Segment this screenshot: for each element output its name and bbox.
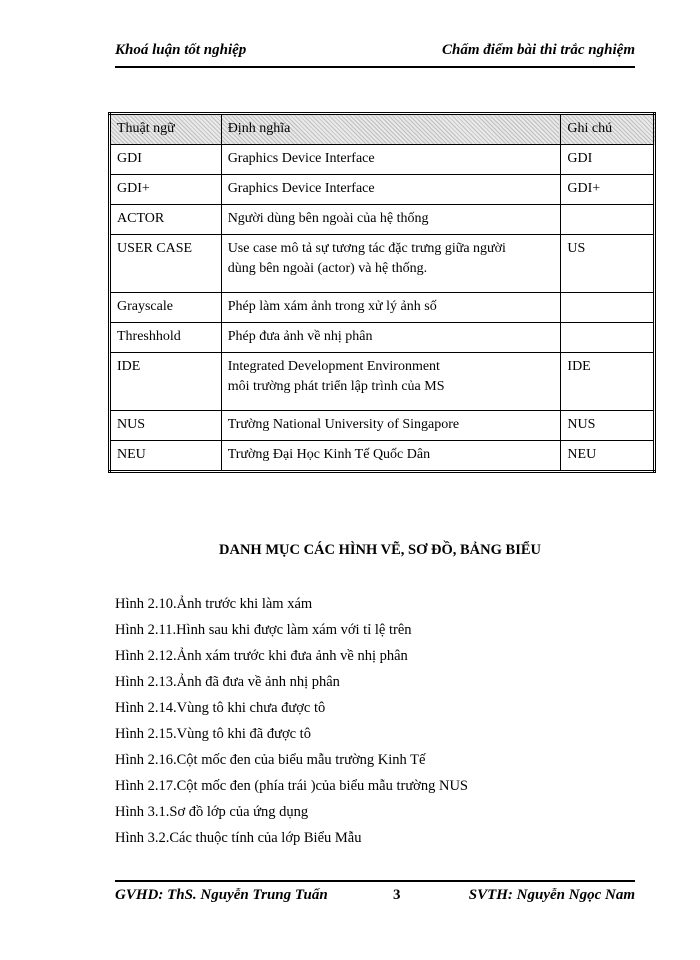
note-cell: GDI: [561, 145, 655, 175]
header-right-title: Chấm điểm bài thi trắc nghiệm: [442, 42, 635, 58]
definition-cell: [221, 293, 561, 323]
table-row: [110, 235, 655, 293]
figures-list: [115, 594, 468, 854]
definition-line: dùng bên ngoài (actor) và hệ thống.: [227, 261, 428, 276]
figure-list-item: Hình 2.17.Cột mốc đen (phía trái )của biểu mẫu trường NUS: [115, 778, 468, 794]
table-row: [110, 145, 655, 175]
term-cell: ACTOR: [110, 205, 222, 235]
page-header: [115, 40, 635, 68]
note-cell: GDI+: [561, 175, 655, 205]
definition-line: môi trường phát triển lập trình của MS: [227, 379, 445, 394]
definition-cell: [221, 235, 561, 293]
term-cell: NEU: [110, 441, 222, 472]
note-cell: [561, 323, 655, 353]
definition-line: Phép làm xám ảnh trong xử lý ảnh số: [227, 299, 437, 314]
term-cell: GDI: [110, 145, 222, 175]
table-row: [110, 353, 655, 411]
footer-student: SVTH: Nguyễn Ngọc Nam: [468, 887, 635, 903]
definition-line: Graphics Device Interface: [227, 151, 375, 166]
table-row: [110, 205, 655, 235]
definition-line: Người dùng bên ngoài của hệ thống: [227, 211, 429, 226]
term-cell: USER CASE: [110, 235, 222, 293]
term-cell: GDI+: [110, 175, 222, 205]
definition-cell: [221, 411, 561, 441]
note-cell: IDE: [561, 353, 655, 411]
term-cell: Grayscale: [110, 293, 222, 323]
figure-list-item: Hình 2.11.Hình sau khi được làm xám với tỉ lệ trên: [115, 622, 412, 638]
note-cell: US: [561, 235, 655, 293]
page-footer: [115, 880, 635, 908]
page-number: 3: [393, 887, 401, 903]
figure-list-item: Hình 2.15.Vùng tô khi đã được tô: [115, 726, 311, 742]
footer-supervisor: GVHD: ThS. Nguyễn Trung Tuấn: [115, 887, 328, 903]
definition-line: Graphics Device Interface: [227, 181, 375, 196]
definition-line: Phép đưa ảnh về nhị phân: [227, 329, 373, 344]
definition-cell: [221, 353, 561, 411]
term-cell: Threshhold: [110, 323, 222, 353]
table-row: [110, 175, 655, 205]
term-cell: IDE: [110, 353, 222, 411]
definition-cell: [221, 175, 561, 205]
figure-list-item: Hình 3.2.Các thuộc tính của lớp Biểu Mẫu: [115, 830, 362, 846]
figure-list-item: Hình 2.10.Ảnh trước khi làm xám: [115, 596, 313, 612]
header-left-title: Khoá luận tốt nghiệp: [115, 42, 247, 58]
table-row: [110, 293, 655, 323]
note-cell: [561, 293, 655, 323]
table-row: [110, 411, 655, 441]
figure-list-item: Hình 2.16.Cột mốc đen của biểu mẫu trường Kinh Tế: [115, 752, 426, 768]
definition-cell: [221, 441, 561, 472]
definition-line: Trường National University of Singapore: [227, 417, 460, 432]
header-cell-note: Ghi chú: [561, 114, 655, 145]
definition-cell: [221, 205, 561, 235]
terms-table: [108, 112, 656, 473]
term-cell: NUS: [110, 411, 222, 441]
definition-line: Integrated Development Environment: [227, 359, 440, 374]
header-cell-term: Thuật ngữ: [110, 114, 222, 145]
definition-line: Trường Đại Học Kinh Tế Quốc Dân: [227, 447, 431, 462]
note-cell: NUS: [561, 411, 655, 441]
table-row: [110, 323, 655, 353]
note-cell: NEU: [561, 441, 655, 472]
figures-section-title: DANH MỤC CÁC HÌNH VẼ, SƠ ĐỒ, BẢNG BIỂU: [219, 542, 541, 558]
definition-cell: [221, 145, 561, 175]
note-cell: [561, 205, 655, 235]
table-row: [110, 441, 655, 472]
definition-cell: [221, 323, 561, 353]
figure-list-item: Hình 2.14.Vùng tô khi chưa được tô: [115, 700, 326, 716]
figure-list-item: Hình 2.12.Ảnh xám trước khi đưa ảnh về nhị phân: [115, 648, 408, 664]
header-cell-definition: Định nghĩa: [221, 114, 561, 145]
terms-table-header-row: [110, 114, 655, 145]
figure-list-item: Hình 3.1.Sơ đồ lớp của ứng dụng: [115, 804, 309, 820]
definition-line: Use case mô tả sự tương tác đặc trưng giữa người: [227, 241, 506, 256]
figure-list-item: Hình 2.13.Ảnh đã đưa về ảnh nhị phân: [115, 674, 340, 690]
